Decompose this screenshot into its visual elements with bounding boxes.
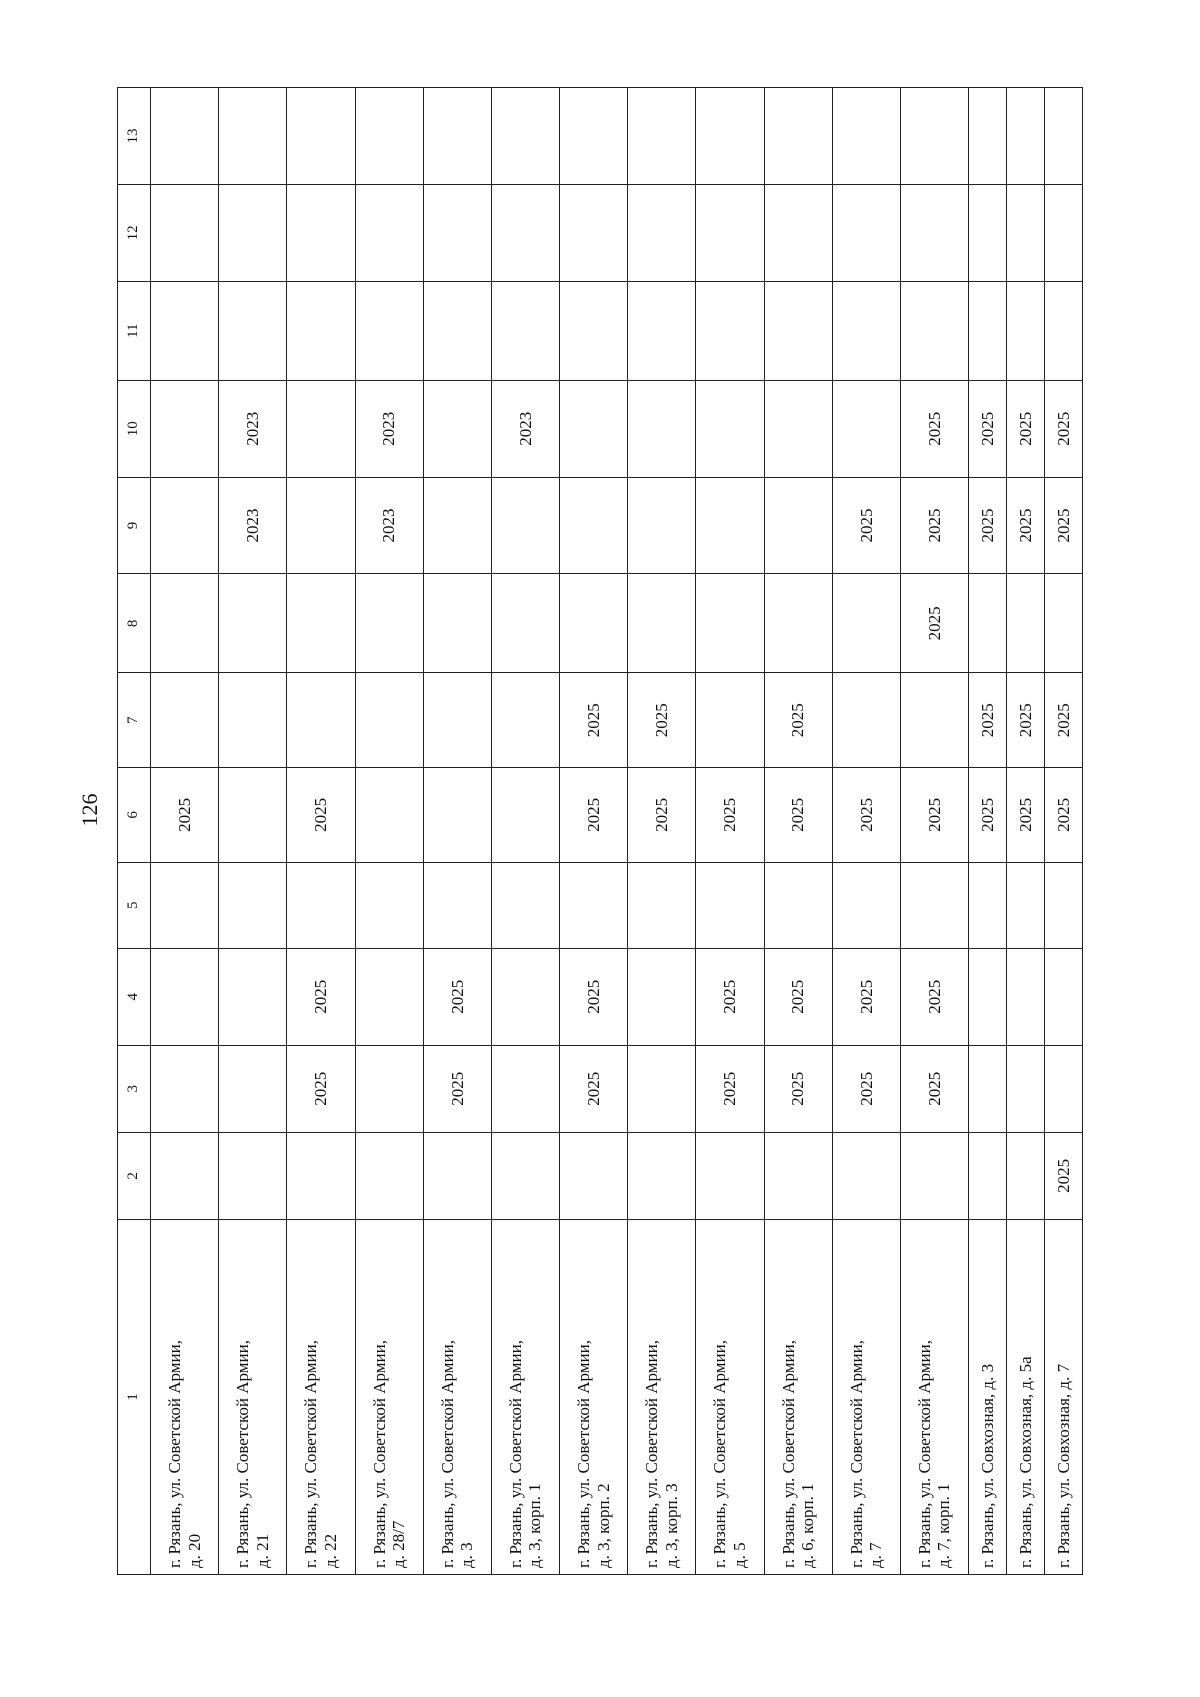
table-row [287, 88, 355, 1575]
year-cell [219, 862, 287, 948]
column-header: 8 [118, 574, 151, 673]
year-cell: 2025 [1007, 380, 1045, 477]
table-row [1007, 88, 1045, 1575]
table-row [1044, 88, 1082, 1575]
year-cell [355, 673, 423, 768]
address-cell: г. Рязань, ул. Советской Армии, д. 20 [151, 1219, 219, 1574]
year-cell [1044, 948, 1082, 1045]
address-cell: г. Рязань, ул. Советской Армии, д. 3, корп. 1 [491, 1219, 559, 1574]
year-cell [696, 862, 764, 948]
table-row [900, 88, 968, 1575]
year-cell [355, 1045, 423, 1132]
year-cell: 2025 [832, 768, 900, 863]
year-cell: 2025 [764, 768, 832, 863]
year-cell: 2023 [219, 477, 287, 574]
year-cell [151, 948, 219, 1045]
year-cell [219, 184, 287, 281]
column-header: 11 [118, 281, 151, 380]
year-cell [628, 281, 696, 380]
year-cell [355, 862, 423, 948]
year-cell [423, 477, 491, 574]
year-cell [1007, 862, 1045, 948]
year-cell [219, 768, 287, 863]
year-cell: 2025 [900, 768, 968, 863]
year-cell: 2025 [1007, 673, 1045, 768]
year-cell [832, 184, 900, 281]
rotated-table-frame [117, 87, 1083, 1575]
year-cell [1044, 1045, 1082, 1132]
year-cell [832, 380, 900, 477]
year-cell [628, 574, 696, 673]
year-cell [491, 768, 559, 863]
year-cell: 2025 [1044, 380, 1082, 477]
column-header: 6 [118, 768, 151, 863]
year-cell [969, 1132, 1007, 1219]
table-body [151, 88, 1083, 1575]
year-cell [151, 862, 219, 948]
year-cell: 2025 [1044, 673, 1082, 768]
year-cell [560, 862, 628, 948]
year-cell: 2025 [900, 948, 968, 1045]
year-cell [287, 673, 355, 768]
year-cell [423, 1132, 491, 1219]
year-cell [355, 281, 423, 380]
year-cell [696, 477, 764, 574]
year-cell [764, 184, 832, 281]
year-cell [900, 673, 968, 768]
year-cell [696, 88, 764, 185]
year-cell: 2025 [969, 768, 1007, 863]
year-cell [696, 281, 764, 380]
year-cell [696, 184, 764, 281]
address-cell: г. Рязань, ул. Советской Армии, д. 28/7 [355, 1219, 423, 1574]
table-row [969, 88, 1007, 1575]
year-cell [287, 1132, 355, 1219]
year-cell [219, 1132, 287, 1219]
year-cell [969, 1045, 1007, 1132]
year-cell [151, 673, 219, 768]
year-cell [900, 184, 968, 281]
year-cell [423, 88, 491, 185]
year-cell [969, 184, 1007, 281]
year-cell: 2025 [900, 477, 968, 574]
year-cell [764, 477, 832, 574]
year-cell [560, 88, 628, 185]
year-cell [355, 768, 423, 863]
year-cell: 2025 [696, 948, 764, 1045]
year-cell [628, 948, 696, 1045]
year-cell: 2025 [560, 948, 628, 1045]
year-cell [832, 1132, 900, 1219]
column-header: 2 [118, 1132, 151, 1219]
year-cell [219, 88, 287, 185]
year-cell [628, 1132, 696, 1219]
year-cell: 2025 [764, 673, 832, 768]
year-cell [287, 88, 355, 185]
year-cell [1007, 1045, 1045, 1132]
year-cell [151, 184, 219, 281]
address-cell: г. Рязань, ул. Советской Армии, д. 7, корп. 1 [900, 1219, 968, 1574]
year-cell [696, 380, 764, 477]
column-header: 12 [118, 184, 151, 281]
year-cell [491, 948, 559, 1045]
year-cell: 2025 [969, 380, 1007, 477]
year-cell [764, 1132, 832, 1219]
year-cell: 2025 [287, 948, 355, 1045]
column-header: 3 [118, 1045, 151, 1132]
year-cell [832, 862, 900, 948]
year-cell [287, 380, 355, 477]
year-cell: 2025 [560, 1045, 628, 1132]
address-cell: г. Рязань, ул. Советской Армии, д. 22 [287, 1219, 355, 1574]
year-cell [628, 380, 696, 477]
year-cell: 2025 [696, 768, 764, 863]
column-header: 5 [118, 862, 151, 948]
year-cell [355, 574, 423, 673]
address-cell: г. Рязань, ул. Советской Армии, д. 21 [219, 1219, 287, 1574]
year-cell: 2025 [1044, 768, 1082, 863]
year-cell: 2025 [1007, 768, 1045, 863]
table-row [628, 88, 696, 1575]
year-cell [764, 862, 832, 948]
year-cell [151, 281, 219, 380]
year-cell [900, 88, 968, 185]
year-cell [832, 88, 900, 185]
year-cell [423, 768, 491, 863]
year-cell: 2025 [832, 948, 900, 1045]
year-cell [491, 673, 559, 768]
column-header: 13 [118, 88, 151, 185]
table-row [491, 88, 559, 1575]
column-header: 4 [118, 948, 151, 1045]
address-cell: г. Рязань, ул. Советской Армии, д. 3, корп. 2 [560, 1219, 628, 1574]
year-cell [423, 380, 491, 477]
year-cell: 2025 [1044, 1132, 1082, 1219]
year-cell: 2025 [900, 574, 968, 673]
year-cell: 2025 [764, 948, 832, 1045]
year-cell [764, 574, 832, 673]
year-cell [628, 88, 696, 185]
year-cell: 2025 [969, 673, 1007, 768]
year-cell [287, 184, 355, 281]
year-cell [219, 948, 287, 1045]
year-cell [1007, 948, 1045, 1045]
address-cell: г. Рязань, ул. Совхозная, д. 7 [1044, 1219, 1082, 1574]
year-cell: 2025 [832, 1045, 900, 1132]
year-cell [696, 574, 764, 673]
year-cell [1044, 281, 1082, 380]
year-cell [151, 380, 219, 477]
address-cell: г. Рязань, ул. Совхозная, д. 5а [1007, 1219, 1045, 1574]
year-cell [219, 574, 287, 673]
year-cell [969, 862, 1007, 948]
year-cell: 2025 [696, 1045, 764, 1132]
year-cell [900, 1132, 968, 1219]
year-cell [491, 574, 559, 673]
year-cell [628, 862, 696, 948]
table-row [560, 88, 628, 1575]
year-cell [423, 184, 491, 281]
year-cell: 2025 [628, 768, 696, 863]
year-cell [560, 281, 628, 380]
year-cell: 2023 [355, 477, 423, 574]
year-cell [560, 574, 628, 673]
year-cell [219, 281, 287, 380]
year-cell [560, 1132, 628, 1219]
year-cell [1044, 574, 1082, 673]
year-cell: 2025 [1044, 477, 1082, 574]
year-cell [491, 477, 559, 574]
year-cell [1044, 862, 1082, 948]
year-cell [1007, 184, 1045, 281]
year-cell [355, 184, 423, 281]
year-cell [696, 1132, 764, 1219]
year-cell [491, 862, 559, 948]
year-cell [832, 574, 900, 673]
year-cell [832, 673, 900, 768]
year-cell: 2023 [355, 380, 423, 477]
year-cell [764, 380, 832, 477]
year-cell [969, 281, 1007, 380]
schedule-table [117, 87, 1083, 1575]
year-cell [219, 673, 287, 768]
year-cell: 2025 [287, 768, 355, 863]
year-cell [151, 1132, 219, 1219]
year-cell [491, 1045, 559, 1132]
year-cell [287, 574, 355, 673]
column-header: 10 [118, 380, 151, 477]
year-cell [287, 281, 355, 380]
year-cell [969, 88, 1007, 185]
year-cell [900, 862, 968, 948]
year-cell [355, 1132, 423, 1219]
header-row [118, 88, 151, 1575]
year-cell: 2025 [151, 768, 219, 863]
year-cell [764, 281, 832, 380]
year-cell: 2025 [969, 477, 1007, 574]
year-cell [1044, 184, 1082, 281]
address-cell: г. Рязань, ул. Совхозная, д. 3 [969, 1219, 1007, 1574]
year-cell [355, 88, 423, 185]
year-cell: 2023 [491, 380, 559, 477]
year-cell: 2025 [1007, 477, 1045, 574]
year-cell [491, 281, 559, 380]
address-cell: г. Рязань, ул. Советской Армии, д. 3 [423, 1219, 491, 1574]
year-cell [423, 281, 491, 380]
year-cell [151, 1045, 219, 1132]
year-cell [969, 948, 1007, 1045]
year-cell [900, 281, 968, 380]
year-cell: 2025 [560, 768, 628, 863]
year-cell [151, 574, 219, 673]
year-cell: 2025 [900, 1045, 968, 1132]
year-cell [969, 574, 1007, 673]
year-cell [1007, 281, 1045, 380]
year-cell: 2023 [219, 380, 287, 477]
page-number: 126 [77, 793, 102, 827]
year-cell [219, 1045, 287, 1132]
year-cell [491, 184, 559, 281]
table-row [355, 88, 423, 1575]
table-row [696, 88, 764, 1575]
address-cell: г. Рязань, ул. Советской Армии, д. 5 [696, 1219, 764, 1574]
year-cell: 2025 [628, 673, 696, 768]
year-cell [832, 281, 900, 380]
year-cell: 2025 [423, 1045, 491, 1132]
year-cell [560, 184, 628, 281]
year-cell: 2025 [764, 1045, 832, 1132]
year-cell [287, 477, 355, 574]
year-cell [1007, 88, 1045, 185]
year-cell: 2025 [423, 948, 491, 1045]
year-cell [423, 574, 491, 673]
address-cell: г. Рязань, ул. Советской Армии, д. 7 [832, 1219, 900, 1574]
table-row [764, 88, 832, 1575]
table-container [117, 87, 1083, 1575]
year-cell: 2025 [287, 1045, 355, 1132]
year-cell [423, 862, 491, 948]
year-cell: 2025 [560, 673, 628, 768]
year-cell [151, 88, 219, 185]
year-cell: 2025 [832, 477, 900, 574]
table-row [219, 88, 287, 1575]
address-cell: г. Рязань, ул. Советской Армии, д. 6, корп. 1 [764, 1219, 832, 1574]
year-cell [628, 184, 696, 281]
table-row [151, 88, 219, 1575]
year-cell [151, 477, 219, 574]
year-cell [423, 673, 491, 768]
year-cell [1044, 88, 1082, 185]
year-cell [628, 1045, 696, 1132]
year-cell [491, 88, 559, 185]
year-cell [696, 673, 764, 768]
table-row [423, 88, 491, 1575]
year-cell [355, 948, 423, 1045]
year-cell [287, 862, 355, 948]
column-header: 7 [118, 673, 151, 768]
year-cell [628, 477, 696, 574]
column-header: 1 [118, 1219, 151, 1574]
year-cell [560, 380, 628, 477]
year-cell: 2025 [900, 380, 968, 477]
year-cell [560, 477, 628, 574]
year-cell [1007, 1132, 1045, 1219]
table-row [832, 88, 900, 1575]
address-cell: г. Рязань, ул. Советской Армии, д. 3, корп. 3 [628, 1219, 696, 1574]
year-cell [1007, 574, 1045, 673]
year-cell [764, 88, 832, 185]
year-cell [491, 1132, 559, 1219]
column-header: 9 [118, 477, 151, 574]
